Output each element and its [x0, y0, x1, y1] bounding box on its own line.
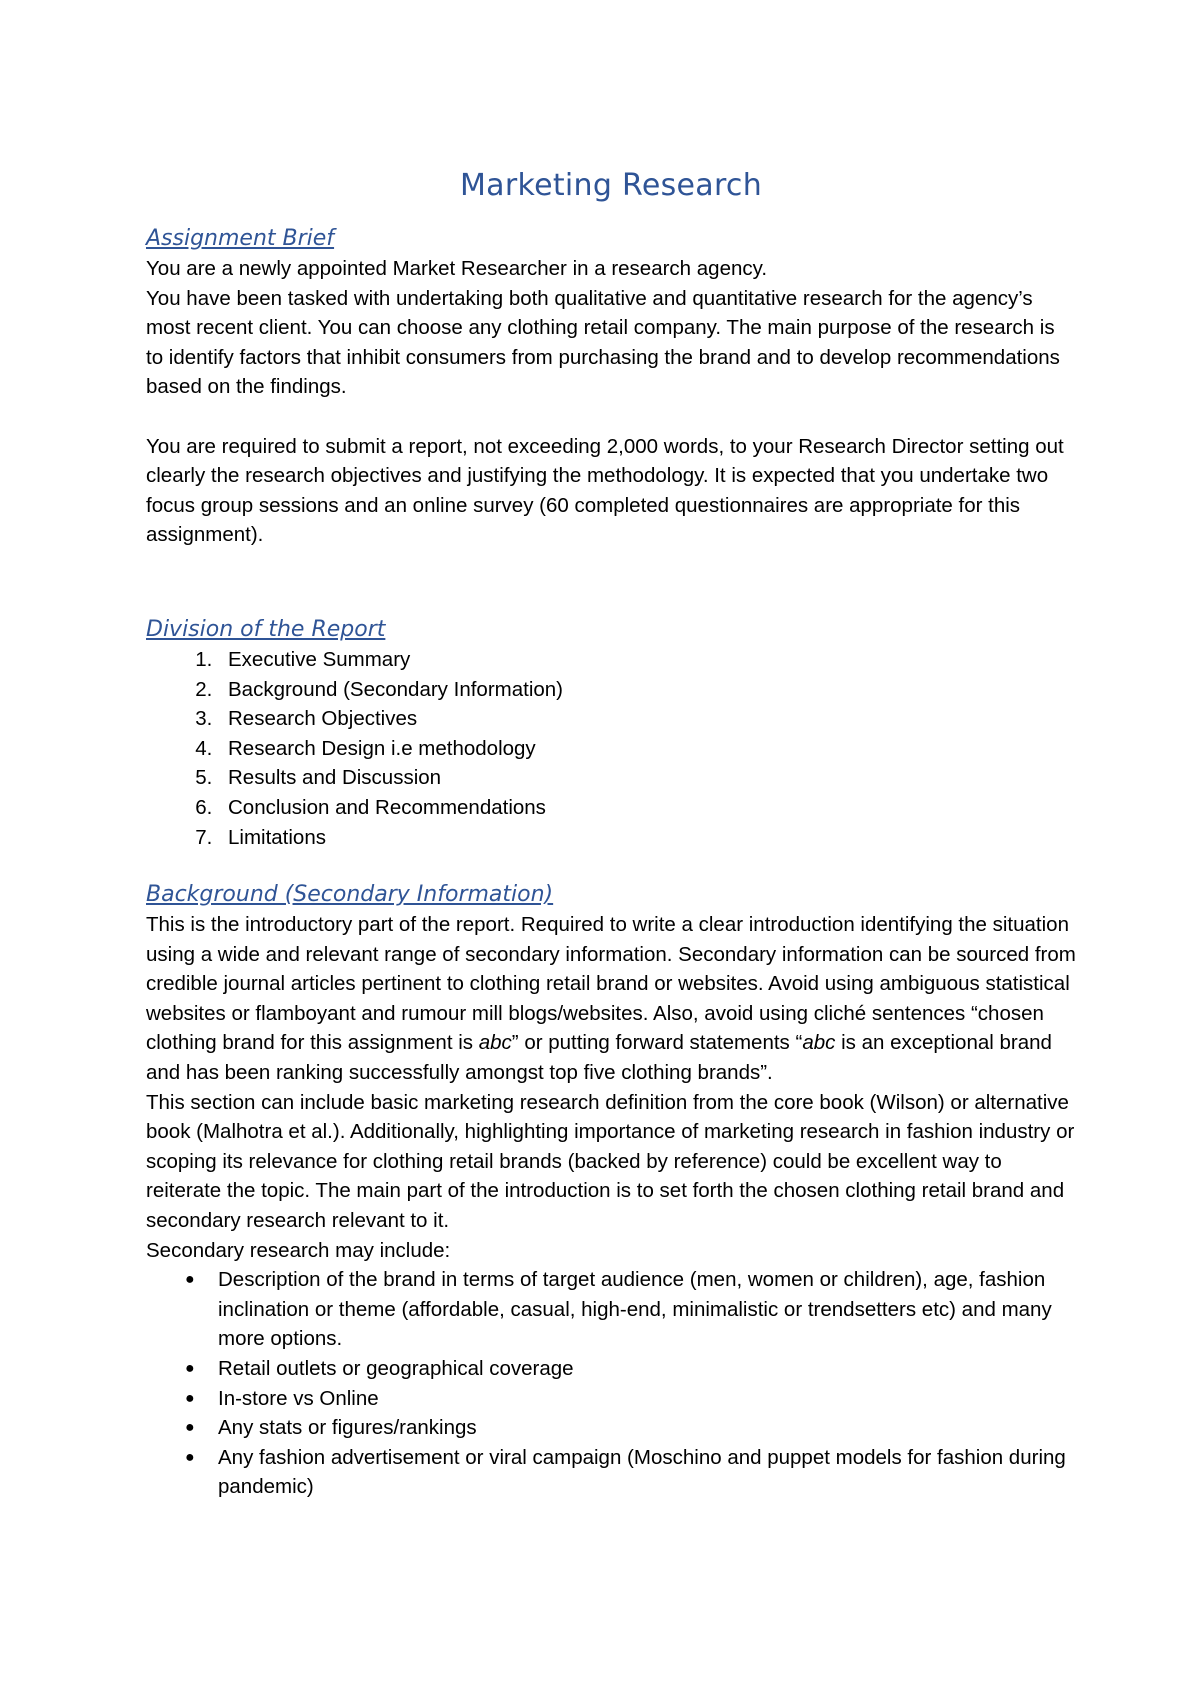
document-title: Marketing Research — [459, 168, 763, 203]
bullet-icon: ● — [185, 1271, 195, 1289]
background-paragraph-1 — [146, 910, 1076, 1088]
division-list — [146, 645, 1076, 852]
list-item: 7. Limitations — [218, 823, 1076, 853]
list-item: 3. Research Objectives — [218, 704, 1076, 734]
list-item: 5. Results and Discussion — [218, 763, 1076, 793]
bullet-icon: ● — [185, 1360, 195, 1377]
assignment-brief-paragraph-1: You are a newly appointed Market Researcher in a research agency. — [146, 257, 768, 280]
brand-placeholder: abc — [478, 1031, 512, 1055]
assignment-brief-paragraph-3: You are required to submit a report, not exceeding 2,000 words, to your Research Director setting out clearly the research objectives and justifying the methodology. It is expected that you undertake two focus group sessions and an online survey (60 completed questionnaires are appropriate for this assignment). — [146, 434, 1064, 547]
section-spacer — [146, 550, 1076, 614]
section-spacer — [146, 852, 1076, 879]
list-item-text: In-store vs Online — [218, 1386, 379, 1410]
background-text: ” or putting forward statements “ — [511, 1031, 803, 1055]
assignment-brief-paragraph-2: You have been tasked with undertaking both qualitative and quantitative research for the agency’s most recent client. You can choose any clothing retail company. The main purpose of the research is to identify factors that inhibit consumers from purchasing the brand and to develop recommendations based on the findings. — [146, 286, 1060, 399]
list-item: 4. Research Design i.e methodology — [218, 734, 1076, 764]
secondary-research-list — [146, 1265, 1076, 1502]
background-text: is an exceptional brand and has been ranking successfully amongst top five clothing brands”. — [146, 1031, 1052, 1085]
list-item: 6. Conclusion and Recommendations — [218, 793, 1076, 823]
bullet-icon: ● — [185, 1419, 195, 1437]
bullet-icon: ● — [185, 1448, 195, 1466]
list-item: 2. Background (Secondary Information) — [218, 675, 1076, 705]
list-item-text: Description of the brand in terms of target audience (men, women or children), age, fashion inclination or theme (affordable, casual, high-end, minimalistic or trendsetters etc) and many more options. — [218, 1268, 1052, 1351]
list-item-text: Retail outlets or geographical coverage — [218, 1357, 574, 1380]
list-item — [185, 1384, 1076, 1414]
bullet-icon: ● — [185, 1389, 195, 1407]
list-item — [185, 1265, 1076, 1354]
list-item: 1. Executive Summary — [218, 645, 1076, 675]
list-item-text: Any stats or figures/rankings — [218, 1416, 477, 1440]
list-item — [185, 1354, 1076, 1384]
brand-placeholder: abc — [802, 1031, 836, 1055]
list-item — [185, 1443, 1076, 1502]
paragraph-spacer — [146, 402, 1076, 432]
background-heading: Background (Secondary Information) — [146, 882, 554, 908]
list-item-text: Any fashion advertisement or viral campaign (Moschino and puppet models for fashion during pandemic) — [218, 1445, 1066, 1499]
document-body — [146, 166, 1076, 1502]
assignment-brief-heading: Assignment Brief — [146, 226, 335, 251]
list-item — [185, 1413, 1076, 1443]
division-heading: Division of the Report — [146, 616, 386, 642]
background-text: This is the introductory part of the report. Required to write a clear introduction identifying the situation using a wide and relevant range of secondary information. Secondary information can be sourced from credible journal articles pertinent to clothing retail brand or websites. Avoid using ambiguous statistical websites or flamboyant and rumour mill blogs/websites. Also, avoid using cliché sentences “chosen clothing brand for this assignment is — [146, 913, 1076, 1055]
background-paragraph-2: This section can include basic marketing research definition from the core book (Wilson) or alternative book (Malhotra et al.). Additionally, highlighting importance of marketing research in fashion industry or scoping its relevance for clothing retail brands (backed by reference) could be excellent way to reiterate the topic. The main part of the introduction is to set forth the chosen clothing retail brand and secondary research relevant to it. — [146, 1090, 1075, 1233]
background-paragraph-3: Secondary research may include: — [146, 1238, 451, 1262]
